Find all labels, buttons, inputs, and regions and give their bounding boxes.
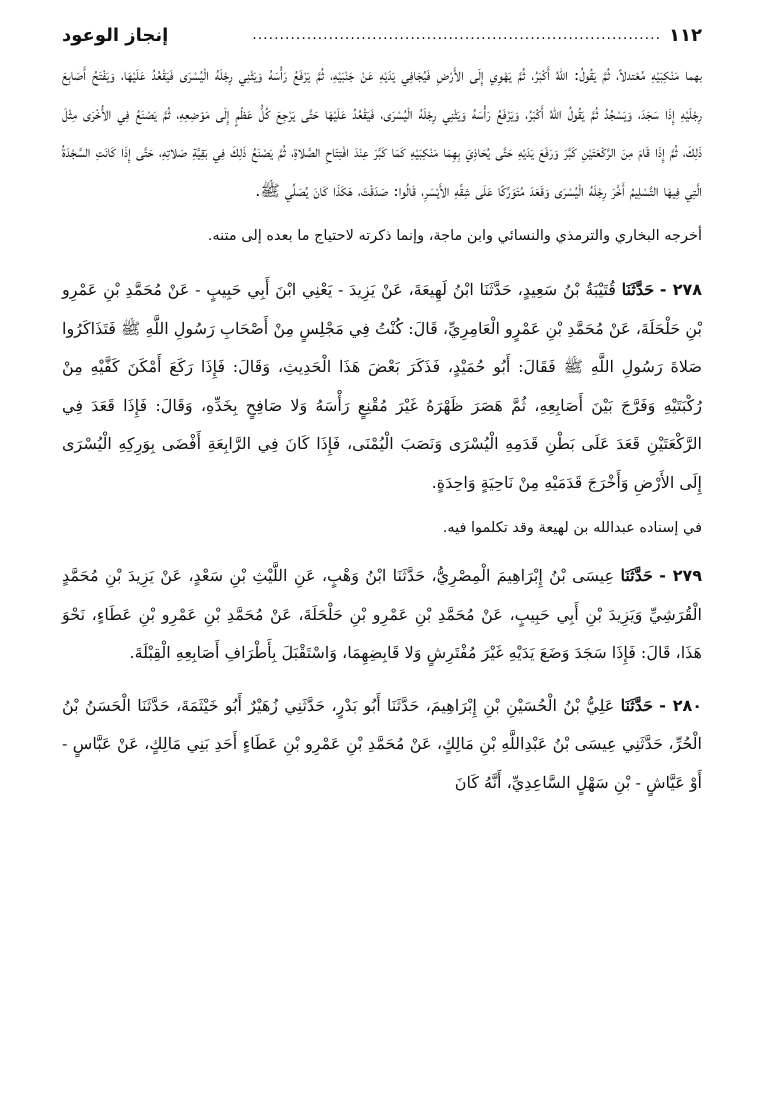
hadith-number: ٢٧٨ -	[659, 280, 702, 299]
takhrij-note: أخرجه البخاري والترمذي والنسائي وابن ماجة، وإنما ذكرته لاحتياج ما بعده إلى متنه.	[207, 228, 702, 244]
hadith-lead-word: حَدَّثَنَا	[620, 566, 653, 585]
hadith-text: عَلِيُّ بْنُ الْحُسَيْنِ بْنِ إِبْرَاهِيمَ، حَدَّثَنَا أَبُو بَدْرٍ، حَدَّثَنِي زُهَيْرٌ أَبُو خَيْثَمَةَ، حَدَّثَنَا الْحَسَنُ بْنُ الْحُرِّ، حَدَّثَنِي عِيسَى بْنُ عَبْدِاللَّهِ بْنِ مَالِكٍ، عَنْ مُحَمَّدِ بْنِ عَمْرِو بْنِ عَطَاءٍ أَحَدِ بَنِي مَالِكٍ، عَنْ عَبَّاسٍ - أَوْ عَيَّاشٍ - بْنِ سَهْلٍ السَّاعِدِيِّ، أَنَّهُ كَانَ	[62, 695, 702, 792]
hadith-lead-word: حَدَّثَنَا	[621, 280, 655, 299]
hadith-lead-word: حَدَّثَنَا	[620, 695, 654, 715]
hadith-text: عِيسَى بْنُ إِبْرَاهِيمَ الْمِصْرِيُّ، حَدَّثَنَا ابْنُ وَهْبٍ، عَنِ اللَّيْثِ بْنِ سَعْدٍ، عَنْ يَزِيدَ بْنِ مُحَمَّدٍ الْقُرَشِيِّ وَيَزِيدَ بْنِ أَبِي حَبِيبٍ، عَنْ مُحَمَّدِ بْنِ عَمْرِو بْنِ حَلْحَلَةَ، عَنْ مُحَمَّدِ بْنِ عَمْرِو بْنِ عَطَاءٍ، نَحْوَ هَذَا، قَالَ: فَإِذَا سَجَدَ وَضَعَ يَدَيْهِ غَيْرَ مُفْتَرِشٍ وَلا قَابِضِهِمَا، وَاسْتَقْبَلَ بِأَطْرَافِ أَصَابِعِهِ الْقِبْلَةَ.	[62, 566, 702, 662]
isnad-note: في إسناده عبدالله بن لهيعة وقد تكلموا فيه.	[442, 520, 702, 536]
book-title: إنجاز الوعود	[62, 24, 169, 46]
hadith-number: ٢٨٠ -	[659, 695, 702, 715]
hadith-number: ٢٧٩ -	[659, 566, 703, 585]
header-dot-leader: ...........................................................................	[252, 27, 662, 43]
page-content	[62, 56, 702, 802]
page-header	[62, 20, 702, 50]
hadith-279	[62, 557, 702, 673]
page-number: ١١٢	[669, 24, 702, 46]
hadith-text: قُتَيْبَةُ بْنُ سَعِيدٍ، حَدَّثَنَا ابْنُ لَهِيعَةَ، عَنْ يَزِيدَ - يَعْنِي ابْنَ أَبِي حَبِيبٍ - عَنْ مُحَمَّدِ بْنِ عَمْرِو بْنِ حَلْحَلَةَ، عَنْ مُحَمَّدِ بْنِ عَمْرٍو الْعَامِرِيِّ، قَالَ: كُنْتُ فِي مَجْلِسٍ مِنْ أَصْحَابِ رَسُولِ اللَّهِ ﷺ فَتَذَاكَرُوا صَلاةَ رَسُولِ اللَّهِ ﷺ فَقَالَ: أَبُو حُمَيْدٍ، فَذَكَرَ بَعْضَ هَذَا الْحَدِيثِ، وَقَالَ: فَإِذَا رَكَعَ أَمْكَنَ كَفَّيْهِ مِنْ رُكْبَتَيْهِ وَفَرَّجَ بَيْنَ أَصَابِعِهِ، ثُمَّ هَصَرَ ظَهْرَهُ غَيْرَ مُقْنِعٍ رَأْسَهُ وَلا صَافِحٍ بِخَدِّهِ، وَقَالَ: فَإِذَا قَعَدَ فِي الرَّكْعَتَيْنِ قَعَدَ عَلَى بَطْنِ قَدَمِهِ الْيُسْرَى وَنَصَبَ الْيُمْنَى، فَإِذَا كَانَ فِي الرَّابِعَةِ أَفْضَى بِوَرِكِهِ الْيُسْرَى إِلَى الأَرْضِ وَأَخْرَجَ قَدَمَيْهِ مِنْ نَاحِيَةٍ وَاحِدَةٍ.	[62, 280, 702, 492]
hadith-continuation: بهما مَنْكِبَيْهِ مُعْتدلاً، ثُمَّ يَقُولُ: اللهُ أَكْبَرُ، ثُمَّ يَهْوِي إِلَى الأَرْضِ فَيُجَافِي يَدَيْهِ عَنْ جَنْبَيْهِ، ثُمَّ يَرْفَعُ رَأْسَهُ وَيَثْنِي رِجْلَهُ الْيُسْرَى فَيَقْعُدُ عَلَيْهَا، وَيَفْتَحُ أَصَابِعَ رِجْلَيْهِ إِذَا سَجَدَ، وَيَسْجُدُ ثُمَّ يَقُولُ اللهُ أَكْبَرُ، وَيَرْفَعُ رَأْسَهُ وَيَثْنِي رِجْلَهُ الْيُسْرَى، فَيَقْعُدُ عَلَيْهَا حَتَّى يَرْجِعَ كُلُّ عَظْمٍ إِلَى مَوْضِعِهِ، ثُمَّ يَصْنَعُ فِي الأُخْرَى مِثْلَ ذَلِكَ، ثُمَّ إِذَا قَامَ مِنَ الرَّكْعَتَيْنِ كَبَّرَ وَرَفَعَ يَدَيْهِ حَتَّى يُحَاذِيَ بِهِمَا مَنْكِبَيْهِ كَمَا كَبَّرَ عِنْدَ افْتِتَاحِ الصَّلاةِ، ثُمَّ يَصْنَعُ ذَلِكَ فِي بَقِيَّةِ صَلاتِهِ، حَتَّى إِذَا كَانَتِ السَّجْدَةُ الَّتِي فِيهَا التَّسْلِيمُ أَخَّرَ رِجْلَهُ الْيُسْرَى وَقَعَدَ مُتَوَرِّكًا عَلَى شِقِّهِ الأَيْسَرِ، قَالُوا: صَدَقْتَ، هَكَذَا كَانَ يُصَلِّي ﷺ.	[62, 65, 703, 200]
hadith-280	[62, 687, 702, 803]
hadith-278	[62, 271, 702, 502]
